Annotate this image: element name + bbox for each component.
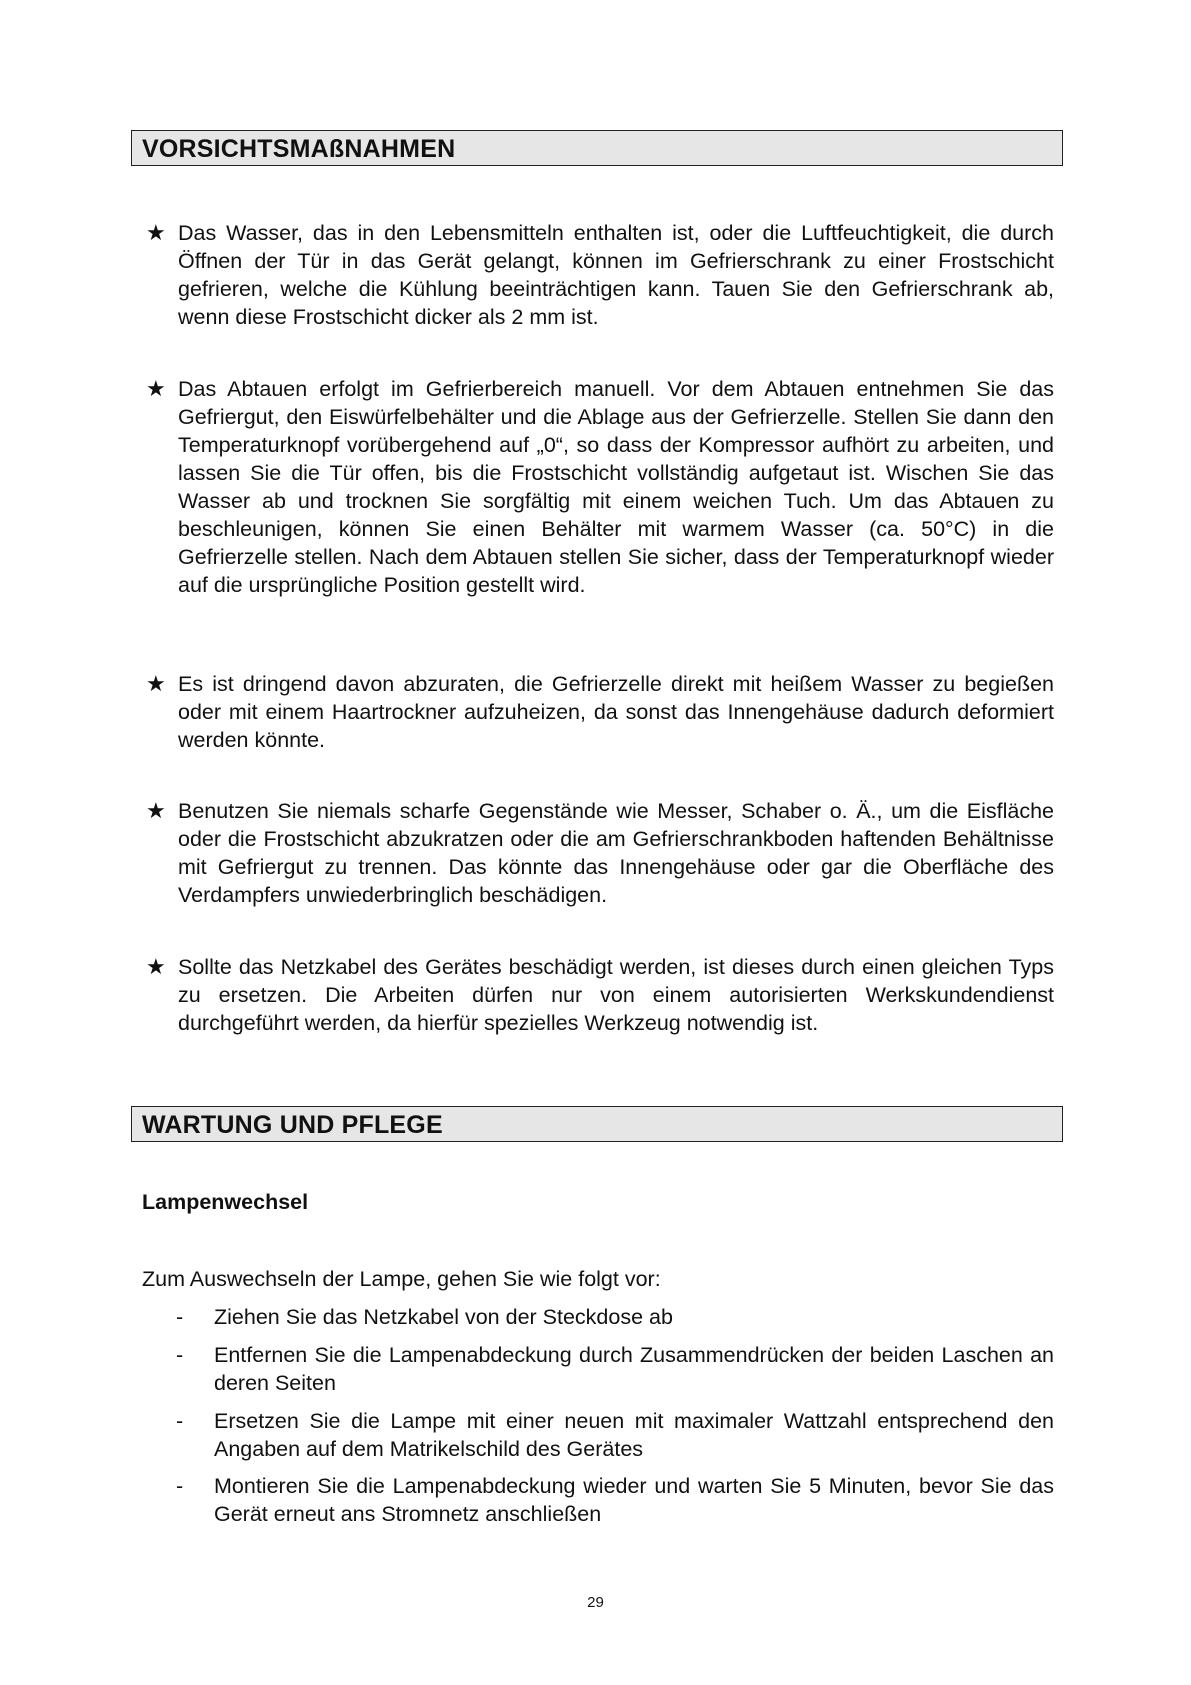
precaution-item bbox=[146, 670, 1054, 754]
lamp-change-subheading: Lampenwechsel bbox=[142, 1190, 309, 1214]
precaution-item bbox=[146, 953, 1054, 1037]
lamp-step bbox=[176, 1341, 1054, 1397]
section-heading-maintenance: WARTUNG UND PFLEGE bbox=[131, 1106, 1063, 1142]
precaution-text: Das Wasser, das in den Lebensmitteln enthalten ist, oder die Luftfeuchtigkeit, die durch Öffnen der Tür in das Gerät gelangt, können im Gefrierschrank zu einer Frostschicht gefrieren, welche die Kühlung beeinträchtigen kann. Tauen Sie den Gefrierschrank ab, wenn diese Frostschicht dicker als 2 mm ist. bbox=[178, 221, 1054, 329]
precaution-item bbox=[146, 797, 1054, 909]
lamp-step bbox=[176, 1472, 1054, 1528]
lamp-step-text: Ersetzen Sie die Lampe mit einer neuen mit maximaler Wattzahl entsprechend den Angaben auf dem Matrikelschild des Gerätes bbox=[214, 1409, 1054, 1461]
lamp-step-text: Montieren Sie die Lampenabdeckung wieder und warten Sie 5 Minuten, bevor Sie das Gerät erneut ans Stromnetz anschließen bbox=[214, 1474, 1054, 1526]
dash-bullet: - bbox=[176, 1474, 184, 1498]
precaution-text: Das Abtauen erfolgt im Gefrierbereich manuell. Vor dem Abtauen entnehmen Sie das Gefriergut, den Eiswürfelbehälter und die Ablage aus der Gefrierzelle. Stellen Sie dann den Temperaturknopf vorübergehend auf „0“, so dass der Kompressor aufhört zu arbeiten, und lassen Sie die Tür offen, bis die Frostschicht vollständig aufgetaut ist. Wischen Sie das Wasser ab und trocknen Sie sorgfältig mit einem weichen Tuch. Um das Abtauen zu beschleunigen, können Sie einen Behälter mit warmem Wasser (ca. 50°C) in die Gefrierzelle stellen. Nach dem Abtauen stellen Sie sicher, dass der Temperaturknopf wieder auf die ursprüngliche Position gestellt wird. bbox=[178, 377, 1054, 597]
lamp-step-text: Entfernen Sie die Lampenabdeckung durch Zusammendrücken der beiden Laschen an deren Seiten bbox=[214, 1343, 1054, 1395]
section-heading-precautions: VORSICHTSMAßNAHMEN bbox=[131, 130, 1063, 166]
precaution-item bbox=[146, 375, 1054, 599]
dash-bullet: - bbox=[176, 1409, 184, 1433]
lamp-step bbox=[176, 1407, 1054, 1463]
star-bullet-icon: ★ bbox=[146, 798, 166, 823]
star-bullet-icon: ★ bbox=[146, 220, 166, 245]
lamp-step bbox=[176, 1303, 1054, 1331]
lamp-change-intro: Zum Auswechseln der Lampe, gehen Sie wie folgt vor: bbox=[142, 1267, 661, 1291]
precaution-text: Sollte das Netzkabel des Gerätes beschädigt werden, ist dieses durch einen gleichen Typs zu ersetzen. Die Arbeiten dürfen nur von einem autorisierten Werkskundendienst durchgeführt werden, da hierfür spezielles Werkzeug notwendig ist. bbox=[178, 955, 1054, 1035]
star-bullet-icon: ★ bbox=[146, 954, 166, 979]
page-number: 29 bbox=[587, 1594, 604, 1611]
precaution-text: Es ist dringend davon abzuraten, die Gefrierzelle direkt mit heißem Wasser zu begießen oder mit einem Haartrockner aufzuheizen, da sonst das Innengehäuse dadurch deformiert werden könnte. bbox=[178, 672, 1054, 752]
precaution-item bbox=[146, 219, 1054, 331]
lamp-step-text: Ziehen Sie das Netzkabel von der Steckdose ab bbox=[214, 1305, 673, 1329]
dash-bullet: - bbox=[176, 1343, 184, 1367]
precaution-text: Benutzen Sie niemals scharfe Gegenstände wie Messer, Schaber o. Ä., um die Eisfläche oder die Frostschicht abzukratzen oder die am Gefrierschrankboden haftenden Behältnisse mit Gefriergut zu trennen. Das könnte das Innengehäuse oder gar die Oberfläche des Verdampfers unwiederbringlich beschädigen. bbox=[178, 799, 1054, 907]
star-bullet-icon: ★ bbox=[146, 376, 166, 401]
star-bullet-icon: ★ bbox=[146, 671, 166, 696]
dash-bullet: - bbox=[176, 1305, 184, 1329]
